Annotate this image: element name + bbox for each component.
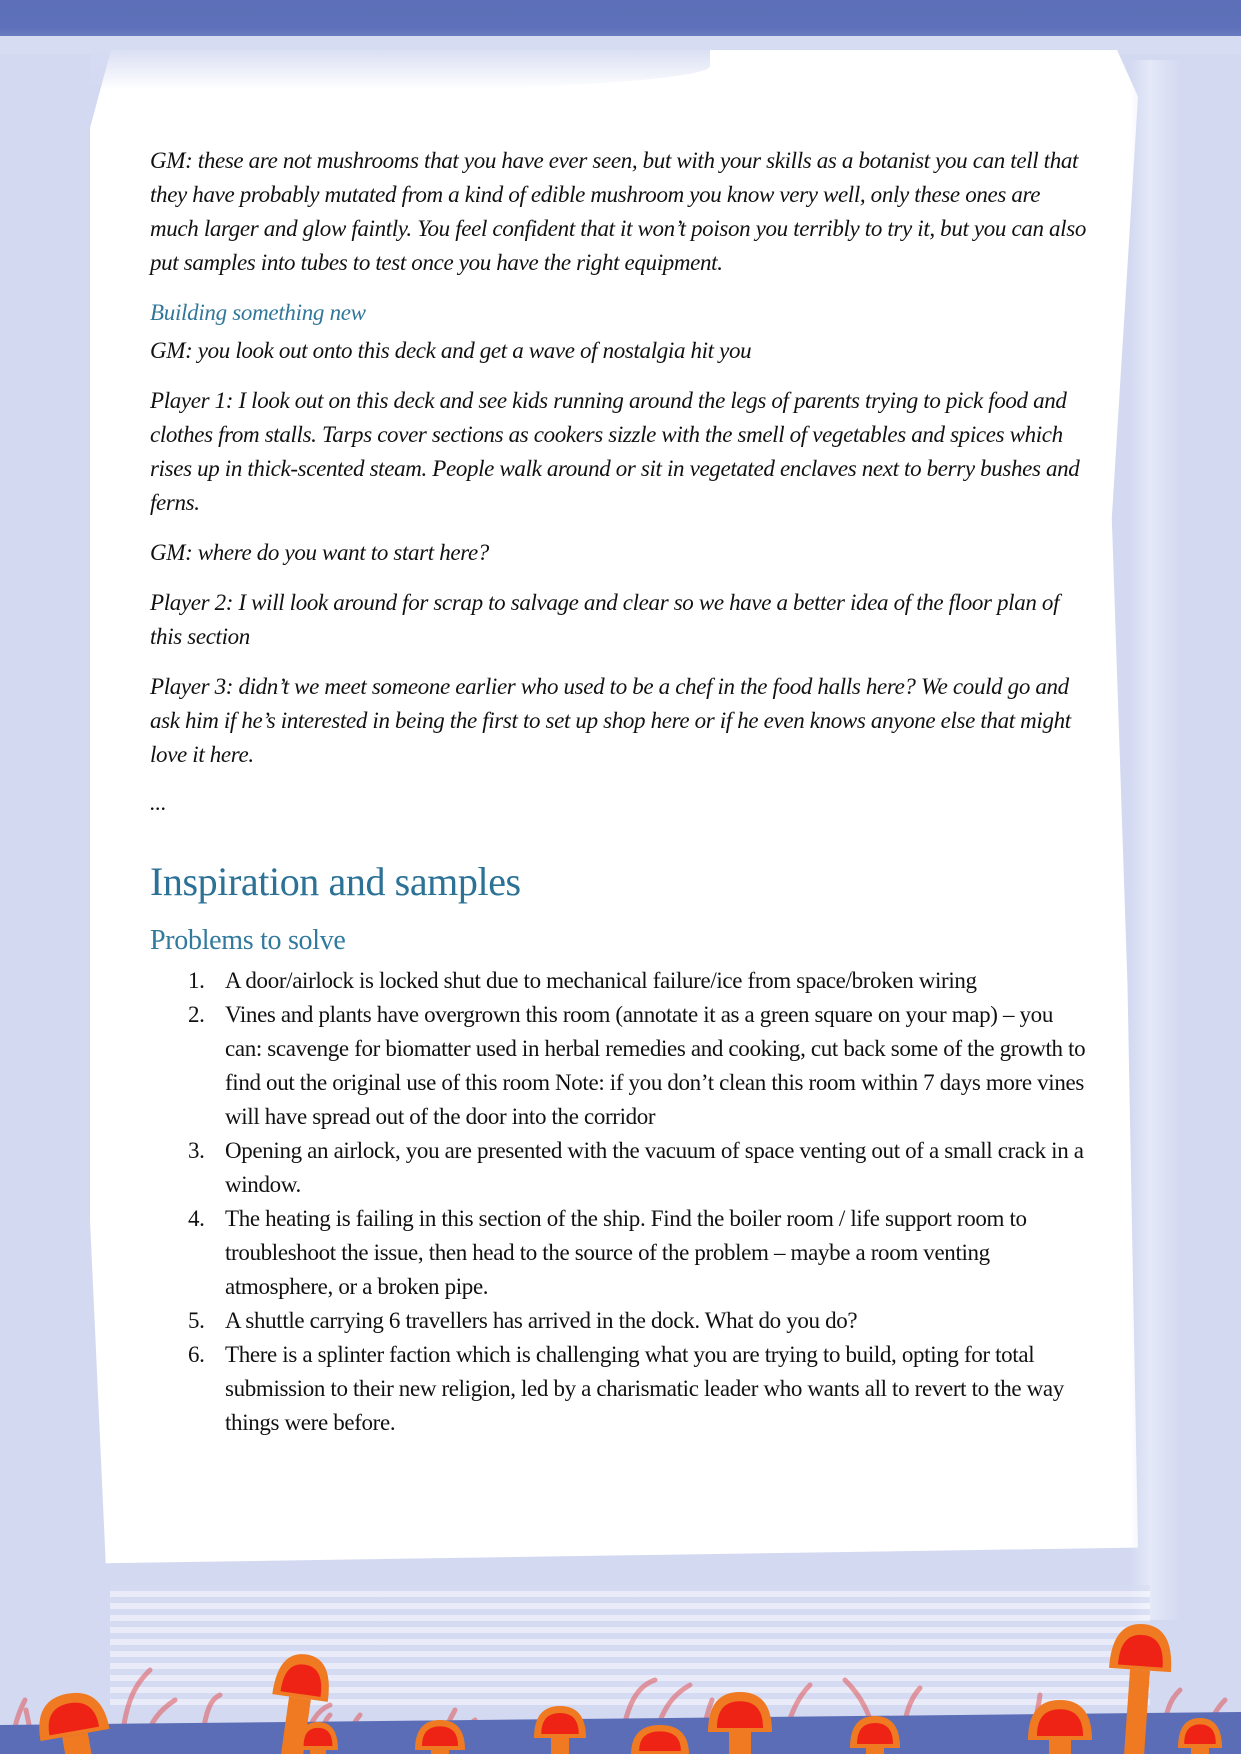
- problem-number: 1.: [188, 968, 205, 993]
- problem-number: 6.: [188, 1342, 205, 1367]
- mushroom: [33, 1688, 115, 1754]
- problem-item: [150, 1202, 1090, 1304]
- problems-list: [150, 964, 1090, 1440]
- mushroom: [631, 1725, 689, 1754]
- building-section: [150, 296, 1090, 818]
- problem-text: There is a splinter faction which is challenging what you are trying to build, opting for total submission to their new religion, led by a charismatic leader who wants all to revert to the way things were before.: [225, 1342, 1064, 1435]
- building-heading: Building something new: [150, 300, 366, 325]
- problem-number: 4.: [188, 1206, 205, 1231]
- problem-item: [150, 964, 1090, 998]
- mushroom-caps: [0, 1600, 1241, 1754]
- inspiration-heading: Inspiration and samples: [150, 859, 521, 904]
- ellipsis: ...: [150, 790, 167, 815]
- mushroom: [850, 1716, 900, 1754]
- problem-text: The heating is failing in this section of the ship. Find the boiler room / life support room to troubleshoot the issue, then head to the source of the problem – maybe a room venting atmosphere, or a broken pipe.: [225, 1206, 1027, 1299]
- dialogue-line: Player 3: didn’t we meet someone earlier who used to be a chef in the food halls here? We could go and ask him if he’s interested in being the first to set up shop here or if he even knows anyone else that might love it here.: [150, 674, 1071, 767]
- mushroom-stem: [1049, 1740, 1071, 1754]
- dialogue-line: Player 2: I will look around for scrap to salvage and clear so we have a better idea of the floor plan of this section: [150, 590, 1060, 649]
- dialogue-line: GM: you look out onto this deck and get a wave of nostalgia hit you: [150, 338, 752, 363]
- mushroom-stem: [551, 1738, 569, 1754]
- problem-item: [150, 1134, 1090, 1202]
- mushroom-stem: [729, 1732, 751, 1754]
- mushroom: [1028, 1700, 1092, 1754]
- mushroom: [708, 1692, 772, 1754]
- gm-mushroom-paragraph: GM: these are not mushrooms that you have ever seen, but with your skills as a botanist you can tell that they have probably mutated from a kind of edible mushroom you know very well, only these ones are much larger and glow faintly. You feel confident that it won’t poison you terribly to try it, but you can also put samples into tubes to test once you have the right equipment.: [150, 148, 1086, 275]
- mushroom-stem: [1191, 1748, 1209, 1754]
- problem-number: 2.: [188, 1002, 205, 1027]
- problem-item: [150, 998, 1090, 1134]
- mushroom-stem: [431, 1750, 449, 1754]
- problem-text: A shuttle carrying 6 travellers has arrived in the dock. What do you do?: [225, 1308, 858, 1333]
- problem-item: [150, 1304, 1090, 1338]
- document-body: [150, 144, 1090, 1440]
- problem-item: [150, 1338, 1090, 1440]
- dialogue-line: GM: where do you want to start here?: [150, 540, 489, 565]
- problem-text: Opening an airlock, you are presented with the vacuum of space venting out of a small crack in a window.: [225, 1138, 1084, 1197]
- mushroom: [1102, 1622, 1174, 1754]
- mushroom: [415, 1720, 465, 1754]
- mushroom: [534, 1706, 586, 1754]
- problem-text: Vines and plants have overgrown this room (annotate it as a green square on your map) – you can: scavenge for biomatter used in herbal remedies and cooking, cut back some of the growth to find out the original use of this room Note: if you don’t clean this room within 7 days more vines will have spread out of the door into the corridor: [225, 1002, 1086, 1129]
- problem-number: 3.: [188, 1138, 205, 1163]
- mushroom: [1178, 1718, 1222, 1754]
- intro-section: [150, 144, 1090, 280]
- problem-text: A door/airlock is locked shut due to mechanical failure/ice from space/broken wiring: [225, 968, 977, 993]
- problems-heading: Problems to solve: [150, 925, 346, 956]
- mushroom-stem: [310, 1750, 326, 1754]
- mushroom-stem: [866, 1748, 884, 1754]
- dialogue-line: Player 1: I look out on this deck and see kids running around the legs of parents trying to pick food and clothes from stalls. Tarps cover sections as cookers sizzle with the smell of vegetables and spices which rises up in thick-scented steam. People walk around or sit in vegetated enclaves next to berry bushes and ferns.: [150, 388, 1080, 515]
- painted-right-border: [1130, 60, 1180, 1620]
- mushroom-stem: [1123, 1669, 1150, 1754]
- problem-number: 5.: [188, 1308, 205, 1333]
